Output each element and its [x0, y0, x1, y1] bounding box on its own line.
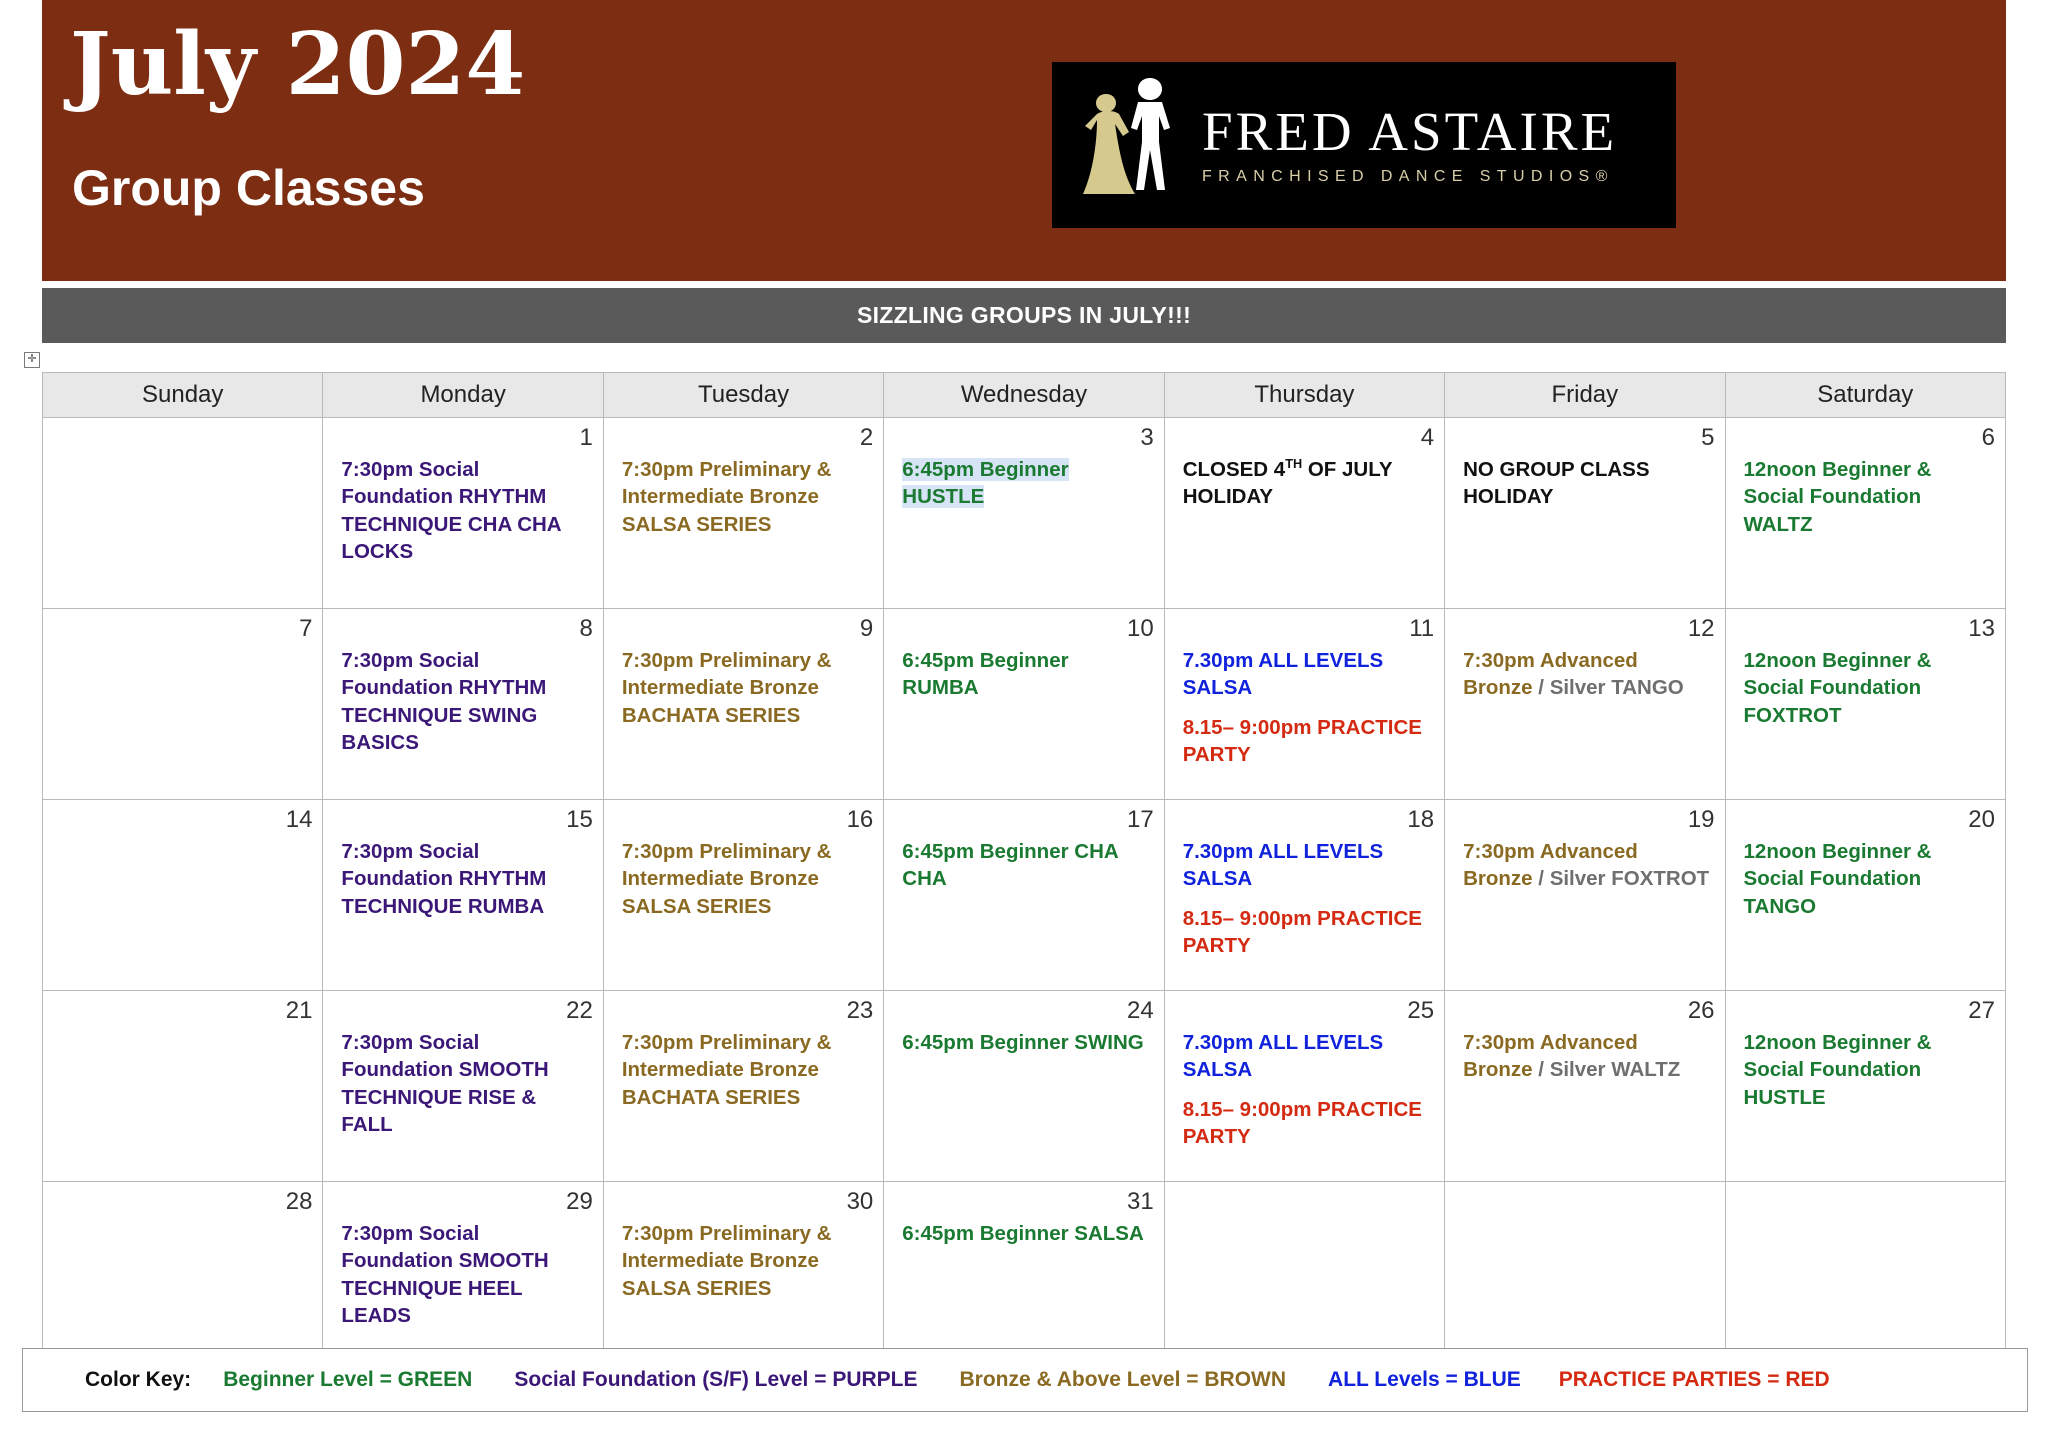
calendar-day-cell[interactable]	[43, 991, 323, 1182]
day-events	[1726, 609, 2005, 740]
calendar-event-text: 7:30pm Advanced Bronze	[1463, 840, 1638, 891]
day-events	[1445, 609, 1724, 713]
calendar-event	[902, 647, 1149, 702]
calendar-event	[1183, 647, 1430, 702]
color-key-item-all-levels: ALL Levels = BLUE	[1328, 1368, 1521, 1391]
calendar-event	[1183, 838, 1430, 893]
calendar-event	[902, 1220, 1149, 1247]
day-number: 10	[1126, 615, 1154, 642]
calendar-event	[1463, 838, 1710, 893]
day-number: 12	[1687, 615, 1715, 642]
day-number: 19	[1687, 806, 1715, 833]
weekday-header-monday: Monday	[323, 373, 603, 418]
calendar-event-text: 7.30pm ALL LEVELS SALSA	[1182, 840, 1384, 891]
day-events	[1165, 1182, 1444, 1226]
calendar-event-text: 7.30pm ALL LEVELS SALSA	[1182, 649, 1384, 700]
weekday-header-saturday: Saturday	[1725, 373, 2005, 418]
day-events	[323, 991, 602, 1149]
calendar-event-suffix: / Silver TANGO	[1538, 676, 1684, 700]
calendar-empty-cell[interactable]	[1445, 1182, 1725, 1373]
calendar-day-cell[interactable]	[323, 609, 603, 800]
day-number: 9	[859, 615, 874, 642]
day-events	[604, 800, 883, 931]
weekday-header-sunday: Sunday	[43, 373, 323, 418]
day-events	[1165, 609, 1444, 779]
calendar-event	[622, 1029, 869, 1111]
day-number: 13	[1968, 615, 1995, 642]
day-events	[1726, 1182, 2005, 1226]
calendar-event-text: 8.15– 9:00pm PRACTICE PARTY	[1182, 715, 1422, 766]
dancers-icon	[1064, 70, 1196, 220]
calendar-event	[1463, 647, 1710, 702]
logo-brand: FRED ASTAIRE	[1202, 101, 1618, 163]
calendar-event-text: 7:30pm Preliminary & Intermediate Bronze SALSA SERIES	[621, 840, 832, 918]
day-events	[884, 609, 1163, 713]
day-events	[1445, 800, 1724, 904]
calendar-day-cell[interactable]	[43, 609, 323, 800]
calendar-day-cell[interactable]	[1164, 991, 1444, 1182]
day-number: 25	[1407, 997, 1435, 1024]
calendar-event-text: 6:45pm Beginner RUMBA	[902, 649, 1069, 700]
calendar-event-text: 12noon Beginner & Social Foundation TANGO	[1743, 840, 1932, 918]
calendar-event	[1744, 456, 1991, 538]
calendar-table	[42, 372, 2006, 1373]
calendar-empty-cell[interactable]	[1164, 1182, 1444, 1373]
calendar-day-cell[interactable]	[884, 609, 1164, 800]
day-number: 17	[1126, 806, 1154, 833]
day-events	[43, 609, 322, 653]
day-number: 20	[1968, 806, 1995, 833]
calendar-week-row	[43, 609, 2006, 800]
day-events	[884, 991, 1163, 1067]
calendar-event	[1744, 647, 1991, 729]
day-number: 6	[1981, 424, 1995, 451]
calendar-day-cell[interactable]	[1725, 418, 2005, 609]
calendar-day-cell[interactable]	[1725, 991, 2005, 1182]
calendar-event	[1183, 456, 1430, 511]
calendar-day-cell[interactable]	[884, 418, 1164, 609]
calendar-day-cell[interactable]	[1164, 800, 1444, 991]
calendar-event-text: 7:30pm Preliminary & Intermediate Bronze BACHATA SERIES	[621, 649, 832, 727]
calendar-event	[1183, 1029, 1430, 1084]
color-key-label: Color Key:	[85, 1368, 192, 1391]
calendar-empty-cell[interactable]	[43, 418, 323, 609]
calendar-event-text: 6:45pm Beginner SWING	[902, 1031, 1144, 1054]
calendar-day-cell[interactable]	[884, 800, 1164, 991]
calendar-day-cell[interactable]	[1164, 418, 1444, 609]
color-key-item-social-foundation: Social Foundation (S/F) Level = PURPLE	[514, 1368, 918, 1391]
day-events	[1165, 800, 1444, 970]
day-number: 15	[566, 806, 593, 833]
calendar-event-suffix: / Silver FOXTROT	[1538, 867, 1710, 891]
weekday-header-thursday: Thursday	[1164, 373, 1444, 418]
day-events	[323, 1182, 602, 1340]
calendar-event-suffix: / Silver WALTZ	[1538, 1058, 1681, 1082]
calendar-event-text: 12noon Beginner & Social Foundation FOXTROT	[1743, 649, 1932, 727]
calendar-event-text: 7:30pm Social Foundation SMOOTH TECHNIQUE RISE & FALL	[341, 1031, 549, 1136]
weekday-header-friday: Friday	[1445, 373, 1725, 418]
calendar-day-cell[interactable]	[1725, 800, 2005, 991]
calendar-day-cell[interactable]	[884, 1182, 1164, 1373]
day-events	[604, 418, 883, 549]
day-number: 7	[299, 615, 313, 642]
table-move-handle[interactable]: ✛	[24, 352, 40, 368]
calendar-event	[341, 1220, 588, 1329]
day-events	[323, 800, 602, 931]
calendar-event-text: NO GROUP CLASS HOLIDAY	[1463, 458, 1650, 509]
calendar-event-text: 8.15– 9:00pm PRACTICE PARTY	[1182, 906, 1422, 957]
calendar-day-cell[interactable]	[1725, 609, 2005, 800]
calendar-day-cell[interactable]	[603, 418, 883, 609]
day-number: 23	[846, 997, 874, 1024]
calendar-day-cell[interactable]	[1445, 991, 1725, 1182]
calendar-week-row	[43, 418, 2006, 609]
calendar-event-text: 8.15– 9:00pm PRACTICE PARTY	[1182, 1097, 1422, 1148]
day-number: 3	[1140, 424, 1154, 451]
day-events	[323, 418, 602, 576]
calendar-event-text: 6:45pm Beginner SALSA	[902, 1222, 1144, 1245]
calendar-event	[1463, 1029, 1710, 1084]
day-events	[884, 418, 1163, 522]
calendar-day-cell[interactable]	[1164, 609, 1444, 800]
calendar-event	[622, 838, 869, 920]
calendar-event-text: 12noon Beginner & Social Foundation HUSTLE	[1743, 1031, 1932, 1109]
calendar-event	[622, 456, 869, 538]
logo-text	[1202, 101, 1618, 185]
calendar-event-text: 6:45pm Beginner CHA CHA	[902, 840, 1118, 891]
day-number: 28	[285, 1188, 313, 1215]
color-key-item-bronze: Bronze & Above Level = BROWN	[959, 1368, 1287, 1391]
day-events	[323, 609, 602, 767]
calendar-event	[1744, 1029, 1991, 1111]
calendar-event	[622, 1220, 869, 1302]
day-events	[1445, 991, 1724, 1095]
calendar-weekday-row	[43, 373, 2006, 418]
weekday-header-wednesday: Wednesday	[884, 373, 1164, 418]
calendar-body	[43, 418, 2006, 1373]
promo-banner: SIZZLING GROUPS IN JULY!!!	[42, 288, 2006, 343]
logo-tagline: FRANCHISED DANCE STUDIOS®	[1202, 167, 1614, 185]
calendar-event	[341, 1029, 588, 1138]
day-events	[884, 800, 1163, 904]
day-number: 27	[1968, 997, 1995, 1024]
calendar-event	[1463, 456, 1710, 511]
day-number: 30	[846, 1188, 874, 1215]
day-events	[1726, 991, 2005, 1122]
calendar-event	[341, 647, 588, 756]
day-events	[604, 1182, 883, 1313]
day-events	[604, 609, 883, 740]
day-number: 18	[1407, 806, 1435, 833]
day-number: 11	[1409, 615, 1435, 642]
day-number: 2	[859, 424, 874, 451]
day-number: 21	[285, 997, 313, 1024]
calendar-day-cell[interactable]	[323, 418, 603, 609]
calendar-day-cell[interactable]	[323, 991, 603, 1182]
calendar-day-cell[interactable]	[884, 991, 1164, 1182]
day-events	[43, 418, 322, 462]
day-events	[43, 1182, 322, 1226]
color-key-bar	[22, 1348, 2028, 1412]
header-banner	[42, 0, 2006, 281]
day-events	[1445, 418, 1724, 522]
calendar-day-cell[interactable]	[323, 800, 603, 991]
day-number: 16	[846, 806, 874, 833]
calendar-week-row	[43, 800, 2006, 991]
calendar-event	[341, 838, 588, 920]
calendar-day-cell[interactable]	[43, 1182, 323, 1373]
fred-astaire-logo	[1052, 62, 1676, 228]
calendar-week-row	[43, 991, 2006, 1182]
calendar-day-cell[interactable]	[43, 800, 323, 991]
calendar-event	[902, 456, 1149, 511]
calendar-day-cell[interactable]	[603, 609, 883, 800]
day-number: 31	[1126, 1188, 1154, 1215]
calendar-day-cell[interactable]	[603, 991, 883, 1182]
day-number: 4	[1420, 424, 1435, 451]
calendar-day-cell[interactable]	[603, 1182, 883, 1373]
color-key-item-practice-parties: PRACTICE PARTIES = RED	[1558, 1368, 1830, 1391]
calendar-event	[902, 1029, 1149, 1056]
calendar-day-cell[interactable]	[1445, 609, 1725, 800]
calendar-event-text: 7:30pm Advanced Bronze	[1463, 1031, 1638, 1082]
day-number: 14	[285, 806, 313, 833]
calendar-event	[1183, 905, 1430, 960]
calendar-event-text: 7:30pm Advanced Bronze	[1463, 649, 1638, 700]
day-events	[1165, 991, 1444, 1161]
day-events	[1165, 418, 1444, 522]
day-number: 1	[579, 424, 593, 451]
calendar-event-text: 7:30pm Preliminary & Intermediate Bronze SALSA SERIES	[621, 1222, 832, 1300]
day-events	[884, 1182, 1163, 1258]
calendar-event-text: 7:30pm Social Foundation SMOOTH TECHNIQUE HEEL LEADS	[341, 1222, 549, 1327]
calendar-event	[1183, 714, 1430, 769]
calendar-event-text: 7.30pm ALL LEVELS SALSA	[1182, 1031, 1384, 1082]
calendar-day-cell[interactable]	[323, 1182, 603, 1373]
calendar-event-text: 12noon Beginner & Social Foundation WALTZ	[1743, 458, 1932, 536]
calendar-event-text: 6:45pm Beginner HUSTLE	[902, 458, 1069, 509]
day-events	[1726, 418, 2005, 549]
calendar-day-cell[interactable]	[1445, 418, 1725, 609]
day-number: 5	[1701, 424, 1715, 451]
calendar-event	[1183, 1096, 1430, 1151]
calendar-event-text: 7:30pm Preliminary & Intermediate Bronze BACHATA SERIES	[621, 1031, 832, 1109]
calendar-event-text: CLOSED 4TH OF JULY HOLIDAY	[1182, 456, 1393, 509]
day-events	[43, 800, 322, 844]
calendar-event-text: 7:30pm Social Foundation RHYTHM TECHNIQUE CHA CHA LOCKS	[341, 458, 561, 563]
day-number: 26	[1687, 997, 1715, 1024]
day-events	[1726, 800, 2005, 931]
calendar-event	[341, 456, 588, 565]
day-number: 22	[566, 997, 593, 1024]
day-number: 29	[566, 1188, 593, 1215]
day-number: 8	[579, 615, 593, 642]
day-events	[1445, 1182, 1724, 1226]
weekday-header-tuesday: Tuesday	[603, 373, 883, 418]
calendar-day-cell[interactable]	[603, 800, 883, 991]
day-events	[604, 991, 883, 1122]
calendar-event	[902, 838, 1149, 893]
color-key-item-beginner: Beginner Level = GREEN	[223, 1368, 473, 1391]
calendar-event-text: 7:30pm Social Foundation RHYTHM TECHNIQUE SWING BASICS	[341, 649, 547, 754]
calendar-empty-cell[interactable]	[1725, 1182, 2005, 1373]
calendar-event-text: 7:30pm Social Foundation RHYTHM TECHNIQUE RUMBA	[341, 840, 547, 918]
page-title: July 2024	[70, 14, 526, 115]
calendar-event-text: 7:30pm Preliminary & Intermediate Bronze SALSA SERIES	[621, 458, 832, 536]
day-events	[43, 991, 322, 1035]
day-number: 24	[1126, 997, 1154, 1024]
calendar-event	[622, 647, 869, 729]
calendar-event	[1744, 838, 1991, 920]
calendar-day-cell[interactable]	[1445, 800, 1725, 991]
calendar-week-row	[43, 1182, 2006, 1373]
page-subtitle: Group Classes	[72, 160, 425, 216]
